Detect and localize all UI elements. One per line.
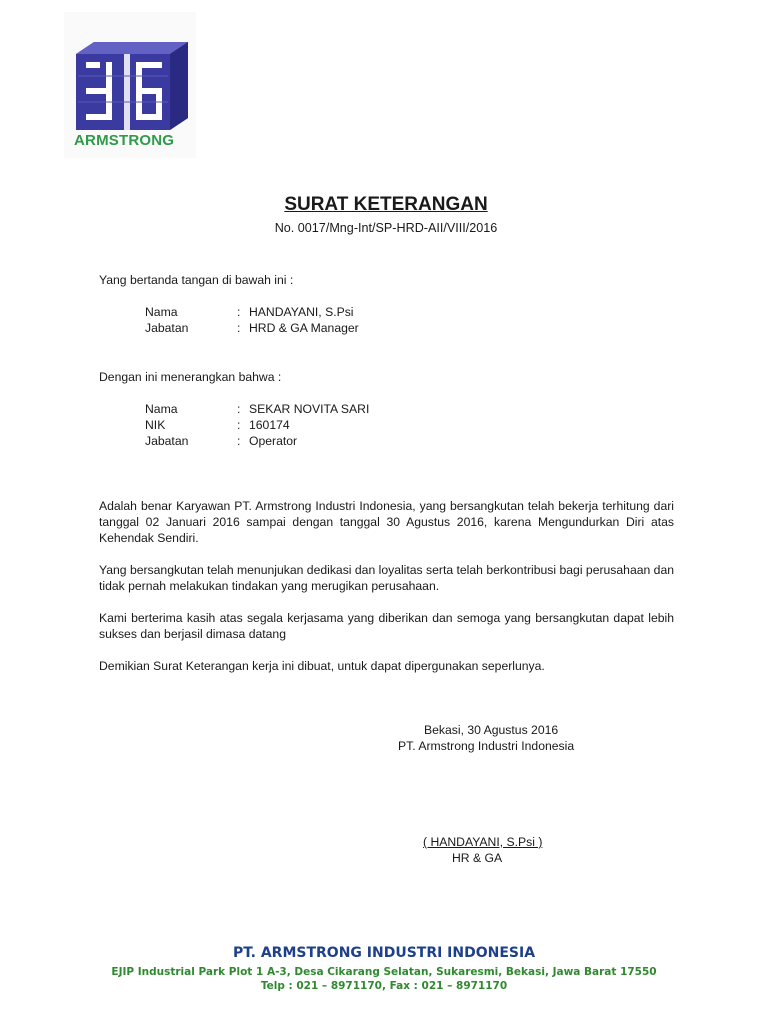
field-label: Jabatan bbox=[145, 434, 189, 448]
field-label: Nama bbox=[145, 305, 178, 319]
field-separator: : bbox=[237, 434, 241, 448]
thanks-paragraph: Kami berterima kasih atas segala kerjasama yang diberikan dan semoga yang bersangkutan dapat lebih sukses dan berjasil dimasa datang bbox=[99, 611, 674, 641]
signer-name-value: HANDAYANI, S.Psi bbox=[249, 305, 354, 319]
signatory-position: HR & GA bbox=[452, 851, 503, 865]
field-separator: : bbox=[237, 321, 241, 335]
armstrong-block-logo-icon bbox=[76, 40, 188, 132]
company-logo bbox=[64, 12, 196, 158]
employee-nik-value: 160174 bbox=[249, 418, 290, 432]
footer-phone: Telp : 021 – 8971170, Fax : 021 – 8971170 bbox=[260, 980, 508, 992]
document-number: No. 0017/Mng-Int/SP-HRD-AII/VIII/2016 bbox=[274, 221, 498, 235]
dedication-paragraph: Yang bersangkutan telah menunjukan dedikasi dan loyalitas serta telah berkontribusi bagi perusahaan dan tidak pernah melakukan tindakan yang merugikan perusahaan. bbox=[99, 563, 675, 593]
field-label: Jabatan bbox=[145, 321, 189, 335]
signature-company: PT. Armstrong Industri Indonesia bbox=[398, 739, 575, 753]
employee-position-value: Operator bbox=[249, 434, 298, 448]
place-date: Bekasi, 30 Agustus 2016 bbox=[424, 723, 559, 737]
employment-paragraph: Adalah benar Karyawan PT. Armstrong Industri Indonesia, yang bersangkutan telah bekerja terhitung dari tanggal 02 Januari 2016 sampai dengan tanggal 30 Agustus 2016, karena Mengundurkan Diri atas Kehendak Sendiri. bbox=[99, 499, 674, 545]
closing-paragraph: Demikian Surat Keterangan kerja ini dibuat, untuk dapat dipergunakan seperlunya. bbox=[99, 659, 545, 673]
field-separator: : bbox=[237, 402, 241, 416]
footer-address: EJIP Industrial Park Plot 1 A-3, Desa Cikarang Selatan, Sukaresmi, Bekasi, Jawa Barat 17550 bbox=[111, 966, 657, 978]
employee-intro: Dengan ini menerangkan bahwa : bbox=[99, 370, 282, 384]
footer-company-name: PT. ARMSTRONG INDUSTRI INDONESIA bbox=[232, 945, 536, 961]
document-title: SURAT KETERANGAN bbox=[284, 194, 488, 215]
field-label: NIK bbox=[145, 418, 166, 432]
field-label: Nama bbox=[145, 402, 178, 416]
field-separator: : bbox=[237, 305, 241, 319]
logo-wordmark: ARMSTRONG bbox=[74, 132, 175, 149]
field-separator: : bbox=[237, 418, 241, 432]
employee-name-value: SEKAR NOVITA SARI bbox=[249, 402, 370, 416]
signer-position-value: HRD & GA Manager bbox=[249, 321, 359, 335]
signer-intro: Yang bertanda tangan di bawah ini : bbox=[99, 273, 294, 287]
signatory-name: ( HANDAYANI, S.Psi ) bbox=[423, 835, 543, 849]
